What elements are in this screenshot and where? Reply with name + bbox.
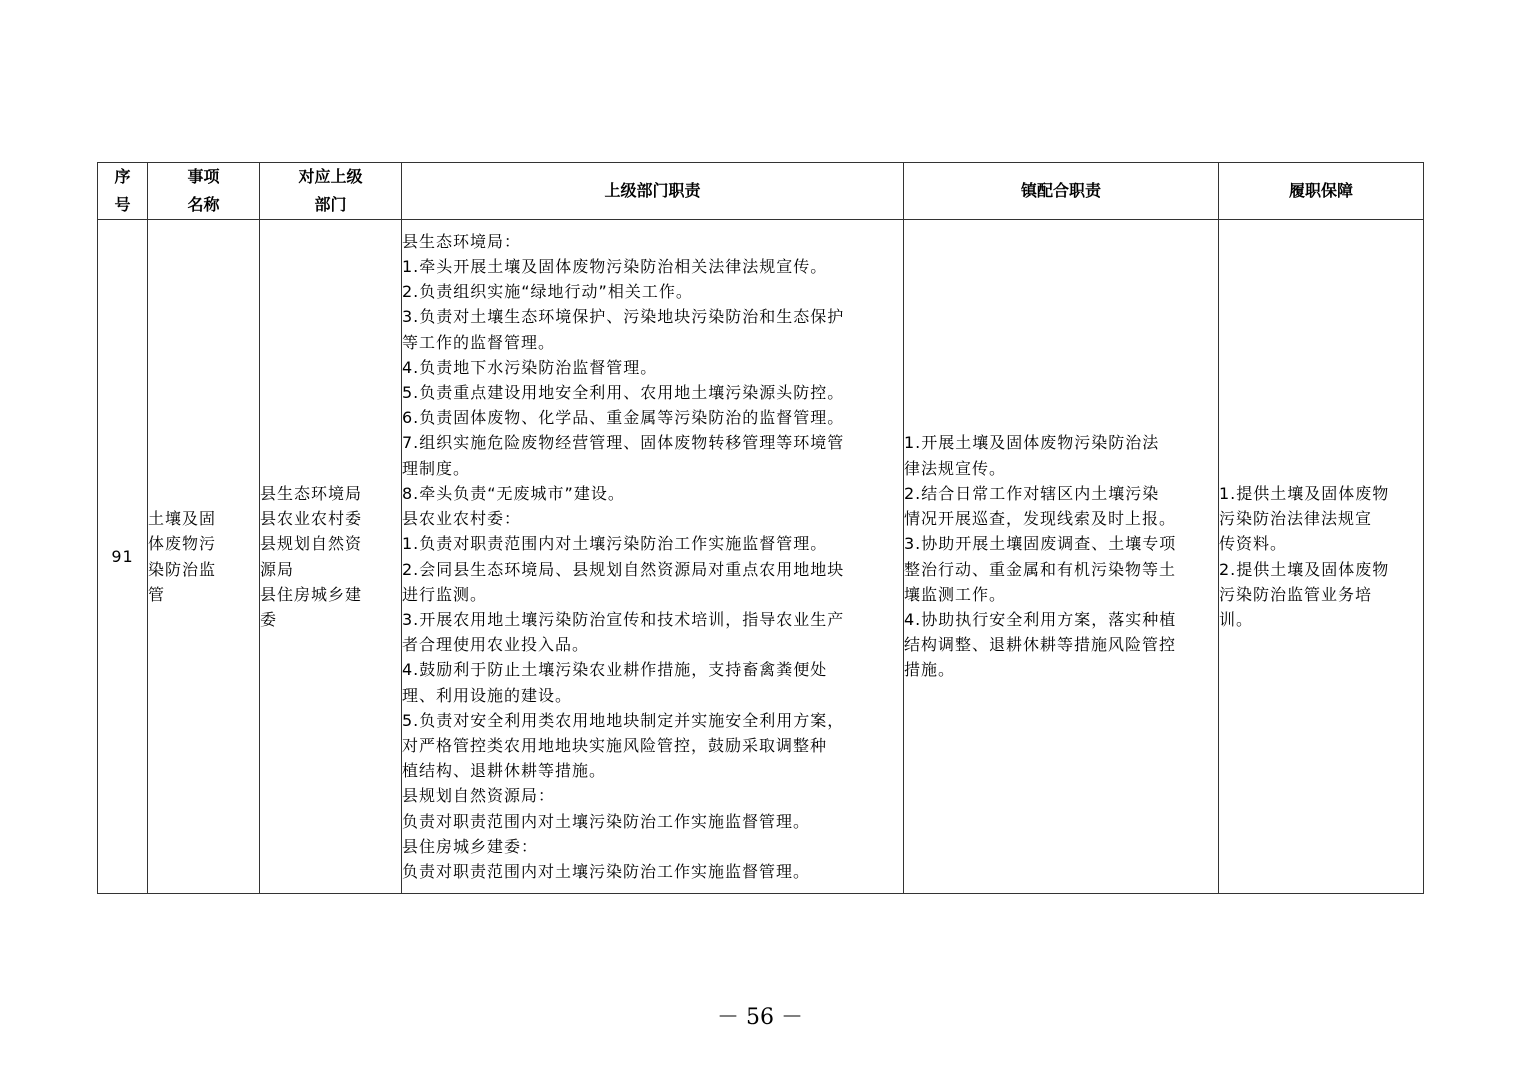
text-line: 情况开展巡查，发现线索及时上报。 [904, 509, 1177, 529]
text-line: 措施。 [904, 660, 956, 680]
text-line: 管 [148, 584, 166, 604]
text-line: 2.结合日常工作对辖区内土壤污染 [904, 483, 1160, 503]
header-name-line-1: 事项 [187, 167, 220, 186]
header-row [98, 163, 1424, 220]
text-line: 1.提供土壤及固体废物 [1219, 483, 1390, 503]
header-dept-line-1: 对应上级 [298, 167, 363, 186]
text-line: 源局 [260, 559, 295, 579]
text-line: 7.组织实施危险废物经营管理、固体废物转移管理等环境管 [402, 433, 845, 453]
text-line: 整治行动、重金属和有机污染物等土 [904, 559, 1177, 579]
text-line: 土壤及固 [148, 509, 217, 529]
header-dept-line-2: 部门 [314, 195, 347, 214]
text-line: 6.负责固体废物、化学品、重金属等污染防治的监督管理。 [402, 408, 845, 428]
text-line: 1.负责对职责范围内对土壤污染防治工作实施监督管理。 [402, 534, 828, 554]
text-line: 3.协助开展土壤固废调查、土壤专项 [904, 534, 1177, 554]
text-line: 理制度。 [402, 458, 471, 478]
text-line: 植结构、退耕休耕等措施。 [402, 761, 607, 781]
text-line: 1.牵头开展土壤及固体废物污染防治相关法律法规宣传。 [402, 257, 828, 277]
header-dept [260, 163, 402, 220]
header-name [148, 163, 260, 220]
text-line: 县住房城乡建 [260, 584, 363, 604]
header-town: 镇配合职责 [904, 163, 1219, 220]
cell-duty [402, 220, 904, 894]
table-header [98, 163, 1424, 220]
table-row [98, 220, 1424, 894]
text-line: 1.开展土壤及固体废物污染防治法 [904, 433, 1160, 453]
header-name-line-2: 名称 [187, 195, 220, 214]
text-line: 县生态环境局 [260, 483, 363, 503]
cell-dept [260, 220, 402, 894]
text-line: 传资料。 [1219, 534, 1288, 554]
text-line: 律法规宣传。 [904, 458, 1007, 478]
text-line: 5.负责对安全利用类农用地地块制定并实施安全利用方案， [402, 710, 845, 730]
text-line: 理、利用设施的建设。 [402, 685, 573, 705]
text-line: 进行监测。 [402, 584, 488, 604]
text-line: 负责对职责范围内对土壤污染防治工作实施监督管理。 [402, 861, 811, 881]
text-line: 县住房城乡建委： [402, 836, 539, 856]
cell-seq: 91 [98, 220, 148, 894]
cell-guarantee [1219, 220, 1424, 894]
header-seq-line-1: 序 [114, 167, 131, 186]
text-line: 对严格管控类农用地地块实施风险管控，鼓励采取调整种 [402, 735, 828, 755]
text-line: 县规划自然资 [260, 534, 363, 554]
header-seq [98, 163, 148, 220]
text-line: 污染防治监管业务培 [1219, 584, 1373, 604]
text-line: 结构调整、退耕休耕等措施风险管控 [904, 635, 1177, 655]
header-guarantee: 履职保障 [1219, 163, 1424, 220]
text-line: 4.鼓励利于防止土壤污染农业耕作措施，支持畜禽粪便处 [402, 660, 828, 680]
header-duty: 上级部门职责 [402, 163, 904, 220]
text-line: 壤监测工作。 [904, 584, 1007, 604]
text-line: 训。 [1219, 609, 1254, 629]
text-line: 者合理使用农业投入品。 [402, 635, 590, 655]
duty-table [97, 162, 1424, 894]
text-line: 2.提供土壤及固体废物 [1219, 559, 1390, 579]
text-line: 委 [260, 609, 278, 629]
table-body [98, 220, 1424, 894]
text-line: 负责对职责范围内对土壤污染防治工作实施监督管理。 [402, 811, 811, 831]
text-line: 2.负责组织实施“绿地行动”相关工作。 [402, 282, 693, 302]
text-line: 体废物污 [148, 534, 217, 554]
cell-name [148, 220, 260, 894]
text-line: 染防治监 [148, 559, 217, 579]
text-line: 县生态环境局： [402, 231, 522, 251]
text-line: 2.会同县生态环境局、县规划自然资源局对重点农用地地块 [402, 559, 845, 579]
header-seq-line-2: 号 [114, 195, 131, 214]
text-line: 县农业农村委： [402, 509, 522, 529]
text-line: 污染防治法律法规宣 [1219, 509, 1373, 529]
cell-town [904, 220, 1219, 894]
text-line: 5.负责重点建设用地安全利用、农用地土壤污染源头防控。 [402, 383, 845, 403]
page-number: － 56 － [717, 1005, 803, 1030]
text-line: 县规划自然资源局： [402, 786, 556, 806]
text-line: 4.负责地下水污染防治监督管理。 [402, 357, 658, 377]
text-line: 3.负责对土壤生态环境保护、污染地块污染防治和生态保护 [402, 307, 845, 327]
text-line: 8.牵头负责“无废城市”建设。 [402, 483, 625, 503]
text-line: 3.开展农用地土壤污染防治宣传和技术培训，指导农业生产 [402, 609, 845, 629]
text-line: 4.协助执行安全利用方案，落实种植 [904, 609, 1177, 629]
text-line: 等工作的监督管理。 [402, 332, 556, 352]
text-line: 县农业农村委 [260, 509, 363, 529]
